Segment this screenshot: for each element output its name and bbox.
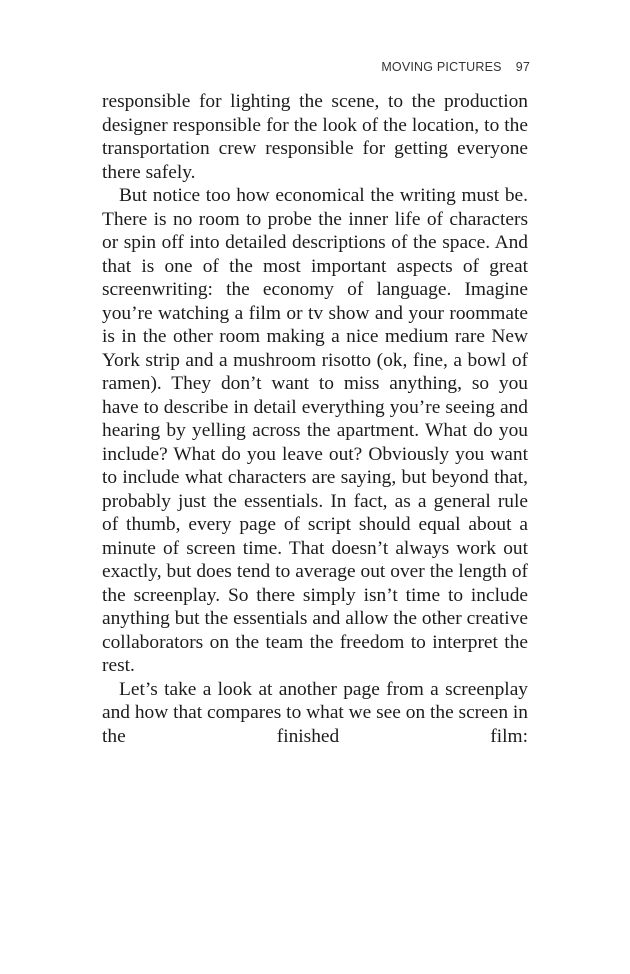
paragraph-continuation: responsible for lighting the scene, to the production designer responsible for the look of the location, to the transportation crew responsible for getting everyone there safely. [102, 91, 528, 183]
running-title: MOVING PICTURES [381, 60, 502, 74]
paragraph-lead-in: Let’s take a look at another page from a screenplay and how that compares to what we see on the screen in the finished film: [102, 678, 528, 747]
paragraph-economy: But notice too how economical the writing must be. There is no room to probe the inner life of characters or spin off into detailed descriptions of the space. And that is one of the most important aspects of great screenwriting: the economy of language. Imagine you’re watching a film or tv show and your roommate is in the other room making a nice medium rare New York strip and a mushroom risotto (ok, fine, a bowl of ramen). They don’t want to miss anything, so you have to describe in detail everything you’re seeing and hearing by yelling across the apartment. What do you include? What do you leave out? Obviously you want to include what characters are saying, but beyond that, probably just the essentials. In fact, as a general rule of thumb, every page of script should equal about a minute of screen time. That doesn’t always work out exactly, but does tend to average out over the length of the screenplay. So there simply isn’t time to include anything but the essentials and allow the other creative collaborators on the team the freedom to interpret the rest. [102, 185, 528, 676]
page-number: 97 [515, 60, 530, 74]
body-text [102, 90, 528, 748]
running-header [381, 60, 530, 74]
